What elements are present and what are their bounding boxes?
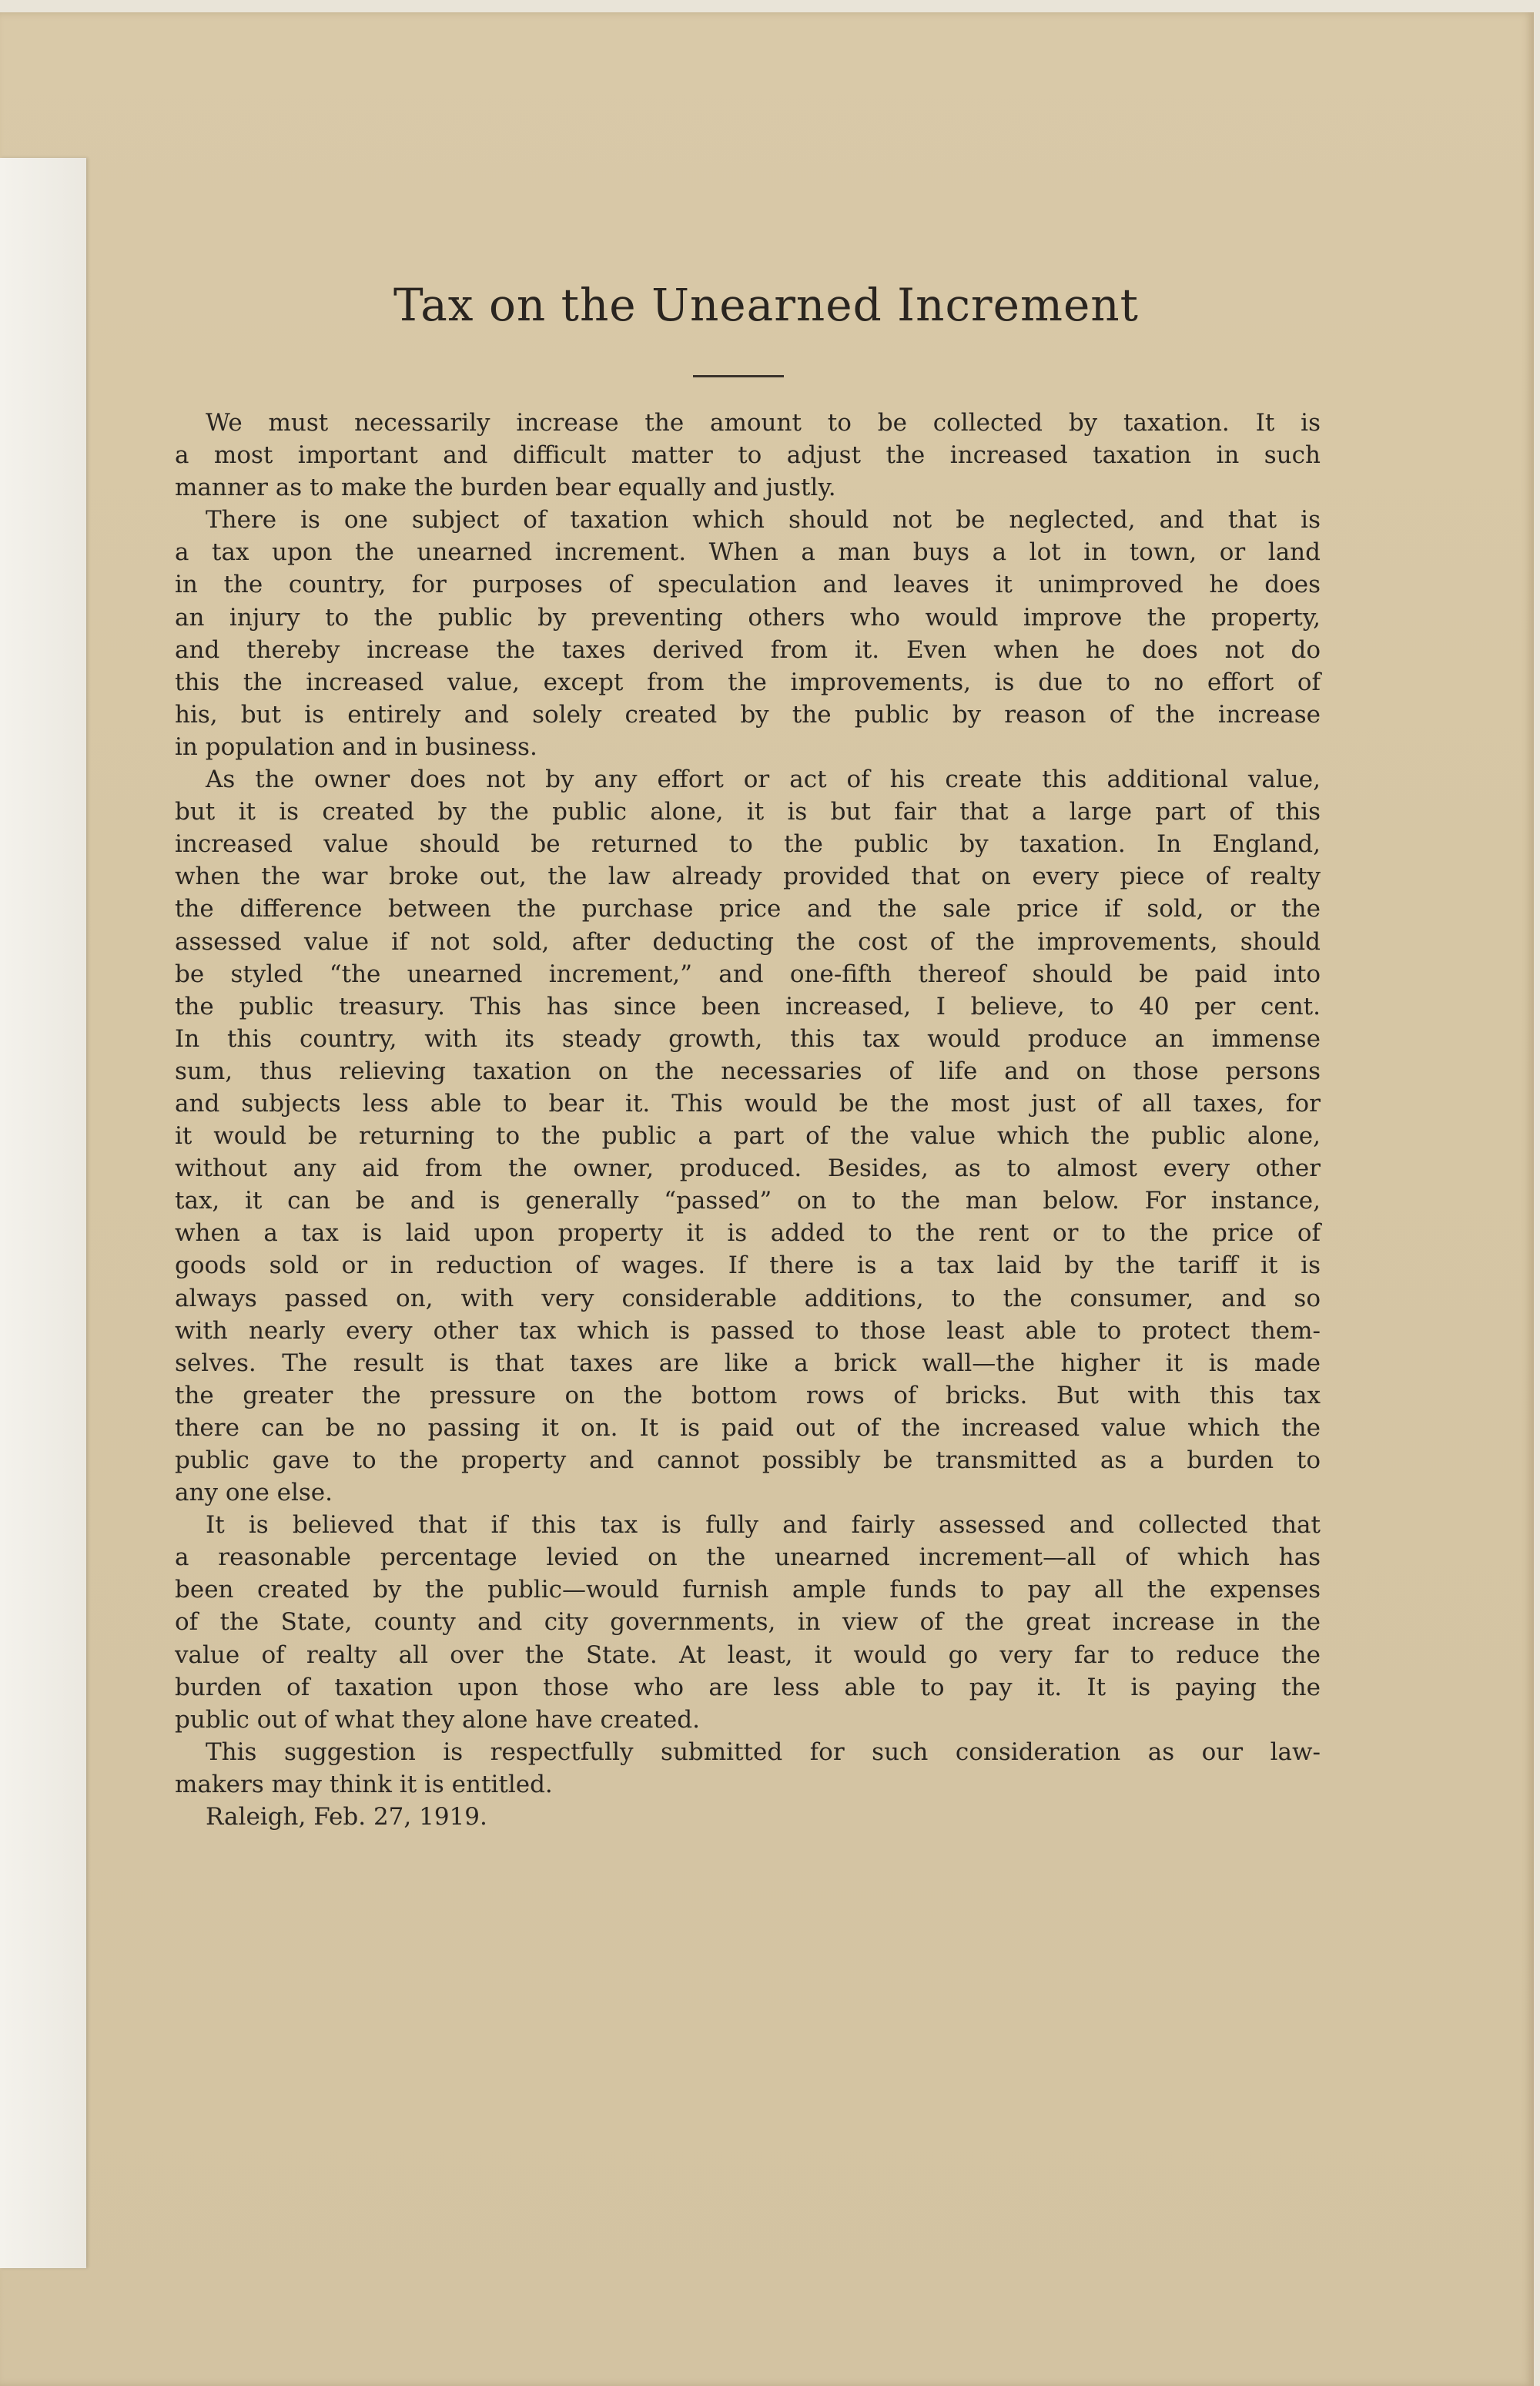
title-divider xyxy=(693,375,784,377)
text-line: This suggestion is respectfully submitted for such consideration as our law- xyxy=(206,1738,1321,1766)
text-line: been created by the public—would furnish ample funds to pay all the expenses xyxy=(175,1576,1321,1604)
text-line: increased value should be returned to the public by taxation. In England, xyxy=(175,830,1321,859)
text-line: public out of what they alone have created. xyxy=(175,1705,700,1734)
text-line: a reasonable percentage levied on the unearned increment—all of which has xyxy=(175,1543,1321,1572)
text-line: makers may think it is entitled. xyxy=(175,1770,553,1798)
text-line: the difference between the purchase price and the sale price if sold, or the xyxy=(175,895,1321,923)
text-line: value of realty all over the State. At least, it would go very far to reduce the xyxy=(175,1640,1321,1669)
text-line: public gave to the property and cannot possibly be transmitted as a burden to xyxy=(175,1446,1321,1474)
text-line: As the owner does not by any effort or act of his create this additional value, xyxy=(206,766,1321,794)
text-line: but it is created by the public alone, it is but fair that a large part of this xyxy=(175,798,1321,826)
text-line: and subjects less able to bear it. This would be the most just of all taxes, for xyxy=(175,1089,1321,1118)
text-line: goods sold or in reduction of wages. If there is a tax laid by the tariff it is xyxy=(175,1252,1321,1280)
text-line: in the country, for purposes of speculation and leaves it unimproved he does xyxy=(175,571,1321,599)
text-line: In this country, with its steady growth, this tax would produce an immense xyxy=(175,1024,1321,1053)
paragraph xyxy=(175,763,1321,1509)
text-line: assessed value if not sold, after deducting the cost of the improvements, should xyxy=(175,927,1321,956)
paragraph xyxy=(175,504,1321,763)
paragraph xyxy=(175,407,1321,504)
text-line: burden of taxation upon those who are less able to pay it. It is paying the xyxy=(175,1673,1321,1701)
document-title: Tax on the Unearned Increment xyxy=(393,279,1139,331)
text-line: the greater the pressure on the bottom rows of bricks. But with this tax xyxy=(175,1381,1321,1409)
text-line: when the war broke out, the law already provided that on every piece of realty xyxy=(175,863,1321,891)
dateline xyxy=(175,1801,1321,1833)
text-line: when a tax is laid upon property it is added to the rent or to the price of xyxy=(175,1219,1321,1248)
text-line: an injury to the public by preventing others who would improve the property, xyxy=(175,603,1321,632)
text-line: tax, it can be and is generally “passed” on to the man below. For instance, xyxy=(175,1187,1321,1215)
text-line: of the State, county and city governments, in view of the great increase in the xyxy=(175,1608,1321,1637)
text-line: There is one subject of taxation which should not be neglected, and that is xyxy=(206,506,1321,535)
text-line: and thereby increase the taxes derived from it. Even when he does not do xyxy=(175,635,1321,664)
text-line: the public treasury. This has since been increased, I believe, to 40 per cent. xyxy=(175,992,1321,1020)
text-line: a tax upon the unearned increment. When a man buys a lot in town, or land xyxy=(175,538,1321,567)
text-line: selves. The result is that taxes are like a brick wall—the higher it is made xyxy=(175,1349,1321,1377)
backing-sheet xyxy=(0,158,86,2268)
text-line: manner as to make the burden bear equally and justly. xyxy=(175,474,836,502)
text-line: his, but is entirely and solely created by the public by reason of the increase xyxy=(175,700,1321,729)
text-line: always passed on, with very considerable additions, to the consumer, and so xyxy=(175,1284,1321,1312)
text-line: it would be returning to the public a part of the value which the public alone, xyxy=(175,1122,1321,1151)
paragraph xyxy=(175,1736,1321,1801)
text-line: Raleigh, Feb. 27, 1919. xyxy=(206,1803,487,1831)
text-line: with nearly every other tax which is passed to those least able to protect them- xyxy=(175,1316,1321,1345)
document-body xyxy=(175,407,1321,1833)
text-line: in population and in business. xyxy=(175,732,537,761)
text-line: It is believed that if this tax is fully and fairly assessed and collected that xyxy=(206,1511,1321,1540)
text-line: without any aid from the owner, produced. Besides, as to almost every other xyxy=(175,1154,1321,1183)
text-line: sum, thus relieving taxation on the necessaries of life and on those persons xyxy=(175,1057,1321,1085)
paragraph xyxy=(175,1509,1321,1736)
text-line: there can be no passing it on. It is paid out of the increased value which the xyxy=(175,1413,1321,1442)
text-line: We must necessarily increase the amount to be collected by taxation. It is xyxy=(206,409,1321,437)
text-line: this the increased value, except from the improvements, is due to no effort of xyxy=(175,668,1321,696)
text-line: be styled “the unearned increment,” and one-fifth thereof should be paid into xyxy=(175,960,1321,988)
text-line: a most important and difficult matter to adjust the increased taxation in such xyxy=(175,441,1321,470)
text-line: any one else. xyxy=(175,1479,333,1507)
